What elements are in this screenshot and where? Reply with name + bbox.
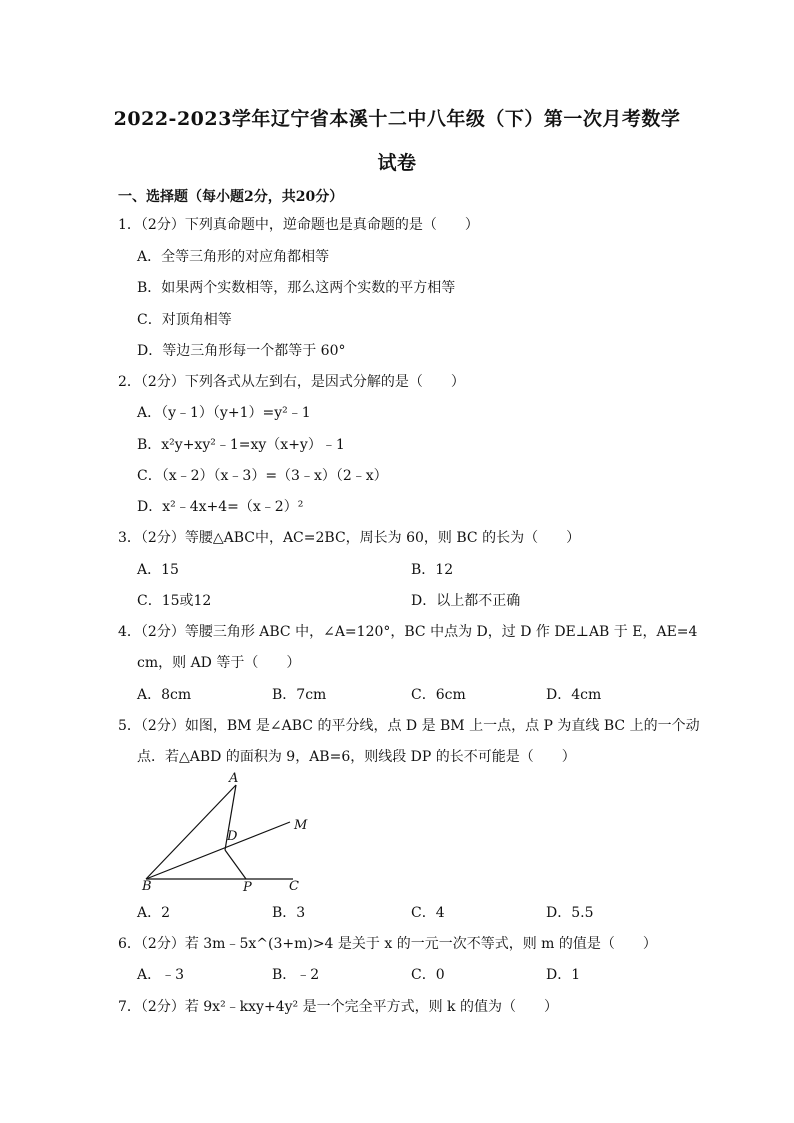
question-5-option-a: A．2 — [137, 905, 171, 921]
question-6-option-a: A．﹣3 — [137, 967, 185, 983]
question-3-option-d: D．以上都不正确 — [411, 593, 521, 609]
question-4-option-b: B．7cm — [272, 687, 327, 703]
question-1-option-c: C．对顶角相等 — [137, 312, 232, 328]
exam-title-line-1: 2022-2023学年辽宁省本溪十二中八年级（下）第一次月考数学 — [113, 108, 681, 130]
question-6-stem: 6．（2分）若 3m﹣5x^(3+m)>4 是关于 x 的一元一次不等式，则 m 的值是（ ） — [118, 936, 657, 952]
question-5-stem-line-1: 5．（2分）如图，BM 是∠ABC 的平分线，点 D 是 BM 上一点，点 P 为直线 BC 上的一个动 — [118, 718, 700, 734]
question-4-option-c: C．6cm — [411, 687, 466, 703]
question-6-option-b: B．﹣2 — [272, 967, 320, 983]
question-5-option-b: B．3 — [272, 905, 306, 921]
question-4-option-a: A．8cm — [137, 687, 192, 703]
question-6-option-d: D．1 — [546, 967, 581, 983]
segment-ab — [146, 785, 236, 879]
question-5-geometry-figure — [128, 772, 318, 894]
question-4-stem-line-2: cm，则 AD 等于（ ） — [137, 655, 301, 671]
question-5-option-c: C．4 — [411, 905, 445, 921]
question-1-option-a: A．全等三角形的对应角都相等 — [137, 249, 330, 265]
question-2-option-c: C．（x﹣2）（x﹣3）=（3﹣x）（2﹣x） — [137, 468, 388, 484]
point-label-d: D — [227, 829, 238, 844]
point-label-c: C — [289, 879, 299, 894]
section-heading: 一、选择题（每小题2分，共20分） — [118, 189, 344, 205]
point-label-p: P — [243, 880, 252, 894]
question-7-stem: 7．（2分）若 9x²﹣kxy+4y² 是一个完全平方式，则 k 的值为（ ） — [118, 999, 558, 1015]
question-3-option-a: A．15 — [137, 562, 179, 578]
segment-bm — [146, 822, 290, 879]
question-6-option-c: C．0 — [411, 967, 445, 983]
question-3-option-b: B．12 — [411, 562, 454, 578]
point-label-m: M — [294, 818, 308, 833]
question-4-option-d: D．4cm — [546, 687, 602, 703]
question-2-stem: 2．（2分）下列各式从左到右，是因式分解的是（ ） — [118, 374, 465, 390]
question-1-option-b: B．如果两个实数相等，那么这两个实数的平方相等 — [137, 280, 456, 296]
question-2-option-a: A．（y﹣1）（y+1）=y²﹣1 — [137, 405, 311, 421]
question-2-option-d: D．x²﹣4x+4=（x﹣2）² — [137, 499, 304, 515]
segment-dp — [225, 850, 246, 879]
question-1-stem: 1．（2分）下列真命题中，逆命题也是真命题的是（ ） — [118, 217, 479, 233]
point-label-b: B — [142, 879, 152, 894]
question-1-option-d: D．等边三角形每一个都等于 60° — [137, 343, 346, 359]
question-2-option-b: B．x²y+xy²﹣1=xy（x+y）﹣1 — [137, 437, 345, 453]
question-3-stem: 3．（2分）等腰△ABC中，AC=2BC，周长为 60，则 BC 的长为（ ） — [118, 530, 581, 546]
question-5-stem-line-2: 点．若△ABD 的面积为 9，AB=6，则线段 DP 的长不可能是（ ） — [137, 749, 576, 765]
point-label-a: A — [229, 772, 239, 786]
question-3-option-c: C．15或12 — [137, 593, 212, 609]
question-4-stem-line-1: 4．（2分）等腰三角形 ABC 中，∠A=120°，BC 中点为 D，过 D 作 DE⊥AB 于 E，AE=4 — [118, 624, 698, 640]
exam-title-line-2: 试卷 — [377, 152, 417, 174]
question-5-option-d: D．5.5 — [546, 905, 594, 921]
